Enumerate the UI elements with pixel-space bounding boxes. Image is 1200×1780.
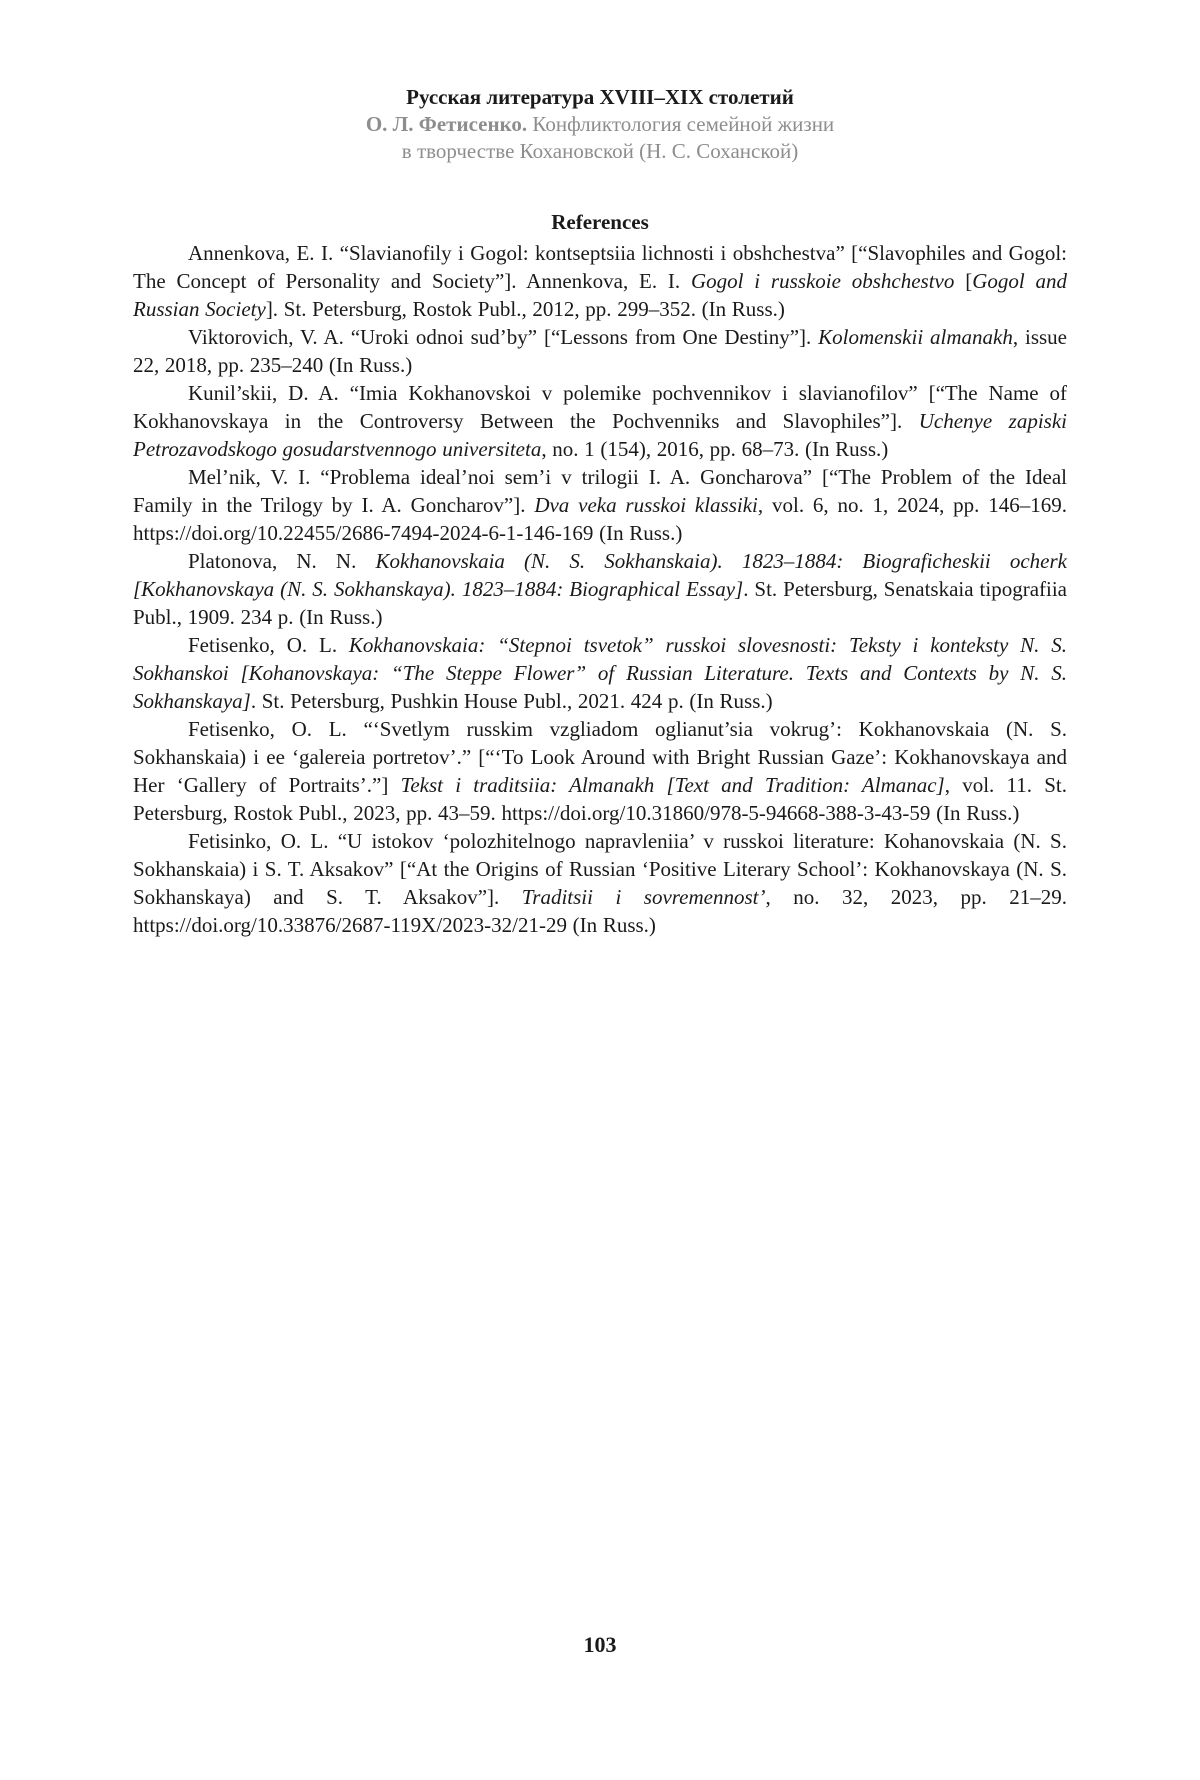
reference-entry <box>133 631 1067 715</box>
reference-text: Viktorovich, V. A. “Uroki odnoi sud’by” [“Lessons from One Destiny”]. <box>188 325 819 349</box>
reference-text: . St. Petersburg, Pushkin House Publ., 2021. 424 p. (In Russ.) <box>250 689 773 713</box>
reference-text: , vol. 6, no. 1, 2024, pp. 146–169. https://doi.org/10.22455/2686-7494-2024-6-1-146-169 (In Russ.) <box>133 493 1068 545</box>
reference-text: , no. 1 (154), 2016, pp. 68–73. (In Russ.) <box>541 437 889 461</box>
reference-title-italic: Kolomenskii almanakh <box>818 325 1013 349</box>
reference-text: ]. St. Petersburg, Rostok Publ., 2012, pp. 299–352. (In Russ.) <box>265 297 785 321</box>
article-author: О. Л. Фетисенко. <box>365 112 528 136</box>
article-title-line1 <box>133 111 1067 138</box>
text-column <box>133 0 1067 939</box>
reference-text: [ <box>954 269 973 293</box>
reference-text: , issue 22, 2018, pp. 235–240 (In Russ.) <box>133 325 1068 377</box>
reference-text: , vol. 11. St. Petersburg, Rostok Publ., 2023, pp. 43–59. https://doi.org/10.31860/978-5-94668-388-3-43-59 (In Russ.) <box>133 773 1067 825</box>
reference-text: Fetisinko, O. L. “U istokov ‘polozhitelnogo napravleniia’ v russkoi literature: Kohanovskaia (N. S. Sokhanskaia) i S. T. Aksakov” [“At the Origins of Russian ‘Positive Literary School’: Kokhanovskaya (N. S. Sokhanskaya) and S. T. Aksakov”]. <box>133 829 1067 909</box>
reference-entry <box>133 379 1067 463</box>
reference-title-italic: [Kohanovskaya: “The Steppe Flower” of Russian Literature. Texts and Contexts by N. S. Sokhanskaya] <box>133 661 1067 713</box>
reference-title-italic: [Kokhanovskaya (N. S. Sokhanskaya). 1823–1884: Biographical Essay] <box>133 577 744 601</box>
reference-entry <box>133 239 1067 323</box>
page-number: 103 <box>583 1632 617 1657</box>
reference-entry <box>133 463 1067 547</box>
reference-entry <box>133 323 1067 379</box>
reference-title-italic: Traditsii i sovremennost’ <box>521 885 766 909</box>
reference-title-italic: [Text and Tradition: Almanac] <box>666 773 945 797</box>
references-list <box>133 239 1067 939</box>
reference-text: Platonova, N. N. <box>188 549 376 573</box>
references-heading: References <box>551 210 649 234</box>
reference-text: . St. Petersburg, Senatskaia tipografiia Publ., 1909. 234 p. (In Russ.) <box>133 577 1067 629</box>
reference-text: , no. 32, 2023, pp. 21–29. https://doi.org/10.33876/2687-119X/2023-32/21-29 (In Russ.) <box>133 885 1067 937</box>
reference-title-italic: Dva veka russkoi klassiki <box>534 493 758 517</box>
running-head <box>133 0 1067 165</box>
reference-entry <box>133 547 1067 631</box>
reference-title-italic: Uchenye zapiski Petrozavodskogo gosudarstvennogo universiteta <box>133 409 1067 461</box>
article-title-line2: в творчестве Кохановской (Н. С. Соханской) <box>401 139 799 163</box>
reference-title-italic: Tekst i traditsiia: Almanakh <box>400 773 655 797</box>
reference-entry <box>133 715 1067 827</box>
reference-text: Fetisenko, O. L. “‘Svetlym russkim vzgliadom oglianut’sia vokrug’: Kokhanovskaia (N. S. Sokhanskaia) i ee ‘galereia portretov’.” [“‘To Look Around with Bright Russian Gaze’: Kokhanovskaya and Her ‘Gallery of Portraits’.”] <box>133 717 1067 797</box>
reference-text: Kunil’skii, D. A. “Imia Kokhanovskoi v polemike pochvennikov i slavianofilov” [“The Name of Kokhanovskaya in the Controversy Between the Pochvenniks and Slavophiles”]. <box>133 381 1067 433</box>
reference-text <box>654 773 666 797</box>
reference-title-italic: Gogol and Russian Society <box>133 269 1068 321</box>
reference-text: Fetisenko, O. L. <box>188 633 349 657</box>
reference-text: Annenkova, E. I. “Slavianofily i Gogol: kontseptsiia lichnosti i obshchestva” [“Slavophiles and Gogol: The Concept of Personality and Society”]. Annenkova, E. I. <box>133 241 1067 293</box>
reference-title-italic: Kokhanovskaia (N. S. Sokhanskaia). 1823–1884: Biograficheskii ocherk <box>375 549 1067 573</box>
journal-title: Русская литература XVIII–XIX столетий <box>406 85 794 109</box>
reference-text <box>229 661 241 685</box>
reference-title-italic: Gogol i russkoie obshchestvo <box>690 269 955 293</box>
reference-entry <box>133 827 1067 939</box>
reference-text: Mel’nik, V. I. “Problema ideal’noi sem’i v trilogii I. A. Goncharova” [“The Problem of the Ideal Family in the Trilogy by I. A. Goncharov”]. <box>133 465 1067 517</box>
reference-title-italic: Kokhanovskaia: “Stepnoi tsvetok” russkoi slovesnosti: Teksty i konteksty N. S. Sokhanskoi <box>133 633 1068 685</box>
article-title-part: Конфликтология семейной жизни <box>532 112 835 136</box>
